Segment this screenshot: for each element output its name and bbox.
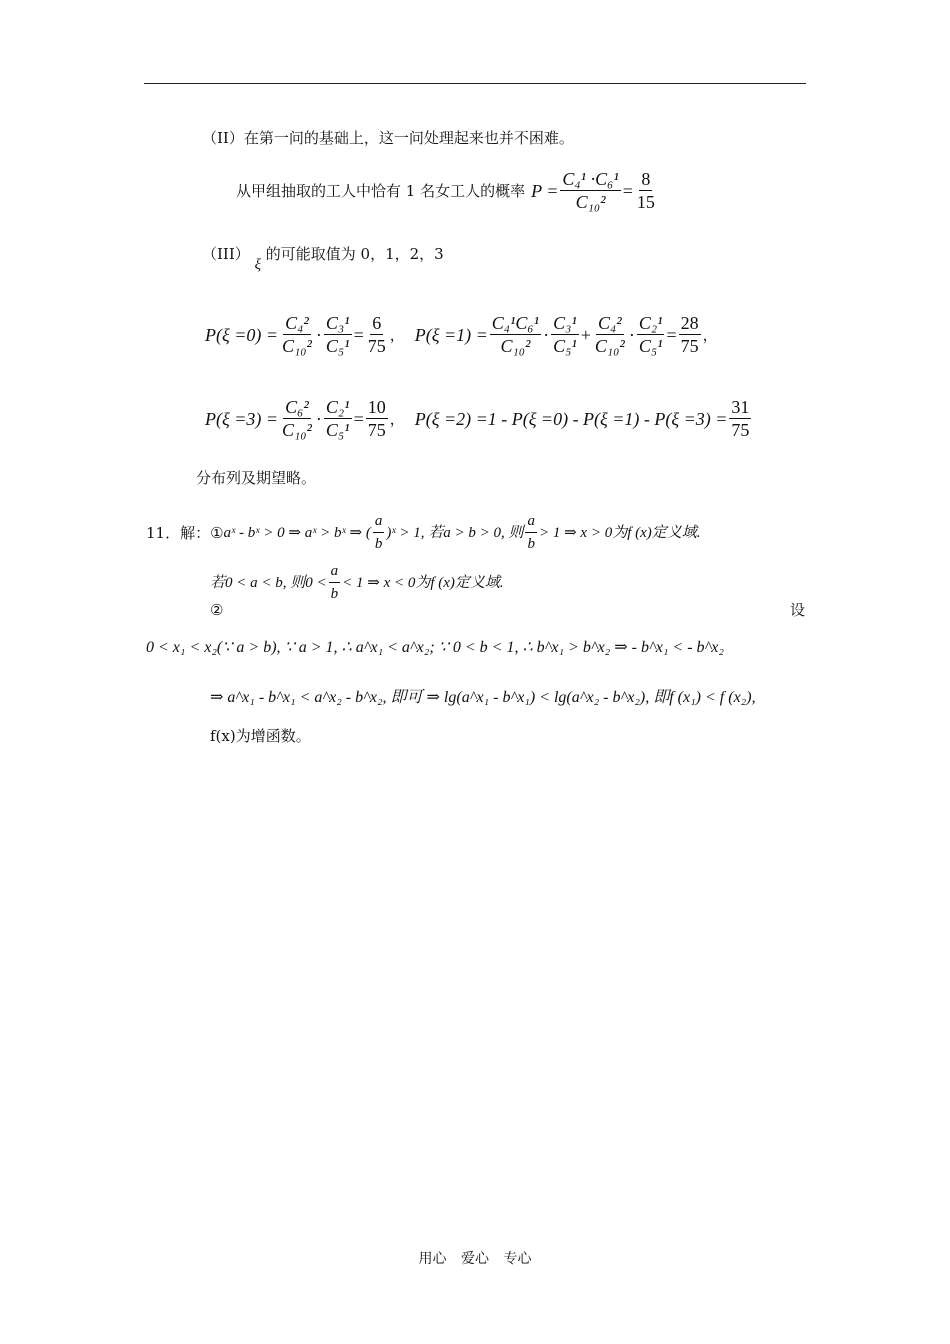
q11-l1-c: > 1 ⇒ x > 0为f (x)定义域. — [538, 524, 701, 541]
p1-plus: + — [580, 324, 591, 345]
footer-item-3: 专心 — [503, 1251, 532, 1267]
p1-n4: C₂¹ — [638, 313, 663, 333]
q11-line-6: f(x)为增函数。 — [210, 727, 311, 745]
p0-rd: 75 — [367, 336, 386, 356]
p3-rd: 75 — [367, 420, 386, 440]
q11-l2-fd: b — [330, 586, 339, 602]
p3-frac2 — [324, 396, 352, 441]
part2-sentence: 从甲组抽取的工人中恰有 1 名女工人的概率 — [236, 181, 526, 200]
p1-frac1 — [490, 312, 541, 357]
p0-n1: C₄² — [285, 313, 309, 333]
part2-fraction — [560, 168, 620, 213]
p0-d2: C₅¹ — [325, 336, 350, 356]
q11-circle-1: ① — [210, 523, 224, 542]
q11-line-5: ⇒ a^x₁ - b^x₁ < a^x₂ - b^x₂, 即可 ⇒ lg(a^x₁ - b^x₁) < lg(a^x₂ - b^x₂), 即f (x₁) < f (x₂), — [210, 689, 756, 706]
part3-heading-text: 的可能取值为 0，1，2，3 — [265, 245, 444, 263]
part2-heading: （II）在第一问的基础上，这一问处理起来也并不困难。 — [202, 129, 574, 147]
part2-probability-line — [236, 168, 659, 213]
p0-sep: ， — [389, 325, 405, 344]
footer-item-2: 爱心 — [461, 1251, 489, 1267]
p0-lhs: P(ξ =0) = — [205, 324, 278, 345]
footer-item-1: 用心 — [418, 1251, 447, 1267]
p3-d2: C₅¹ — [325, 420, 350, 440]
part2-eq: = — [622, 180, 633, 201]
q11-circle-2: ② — [210, 601, 224, 619]
p0-eq: = — [353, 324, 364, 345]
q11-l2-frac — [329, 560, 341, 605]
p0-frac1 — [280, 312, 314, 357]
p2-rd: 75 — [731, 420, 750, 440]
q11-she: 设 — [790, 601, 806, 619]
q11-l1-frac2 — [525, 510, 537, 555]
q11-l2-fn: a — [329, 560, 341, 583]
part2-frac-den: C₁₀² — [575, 192, 606, 212]
q11-label: 11．解： — [146, 523, 211, 542]
p1-result — [679, 312, 701, 357]
p1-n3: C₄² — [598, 313, 622, 333]
q11-line-2 — [210, 560, 504, 605]
p1-rd: 75 — [680, 336, 699, 356]
q11-l1-gd: b — [527, 536, 535, 552]
prob-row-2: P(ξ =3) = $\frac{\text{C₆²}}{\text{C₁₀²}}$ · $\frac{\text{C₂¹}}{\text{C₅¹}}$ = $\frac{10}{75}$ ， P(ξ =2) =1 - P(ξ =0) - P(ξ =1) - P(ξ =3) = $\frac{31}{75}$ — [205, 397, 750, 440]
q11-l1-frac — [373, 510, 385, 555]
part2-frac-num: C₄¹ ·C₆¹ — [562, 169, 619, 189]
xi-symbol: ξ — [254, 257, 261, 273]
p0-rn: 6 — [372, 313, 382, 333]
p3-lhs: P(ξ =3) = — [205, 408, 278, 429]
p1-lhs: P(ξ =1) = — [414, 324, 488, 345]
part3-heading — [202, 244, 444, 273]
p2-lhs: P(ξ =2) =1 - P(ξ =0) - P(ξ =1) - P(ξ =3) = — [414, 408, 728, 429]
p1-n1: C₄¹C₆¹ — [491, 313, 540, 333]
part2-result — [635, 168, 657, 213]
p3-result — [366, 396, 388, 441]
q11-l1-b: )ˣ > 1, 若a > b > 0, 则 — [386, 524, 524, 541]
q11-l2-b: < 1 ⇒ x < 0为f (x)定义域. — [342, 574, 504, 591]
q11-l1-gn: a — [525, 510, 537, 533]
p1-d3: C₁₀² — [594, 336, 625, 356]
prob-row-1: P(ξ =0) = $\frac{\text{C₄²}}{\text{C₁₀²}}$ · $\frac{\text{C₃¹}}{\text{C₅¹}}$ = $\frac{6}{75}$ ， P(ξ =1) = $\frac{\text{C₄¹C₆¹}}{\text{C₁₀²}}$ · $\frac{\text{C₃¹}}{\text{C₅¹}}$ + $\frac{\text{C₄²}}{\text{C₁₀²}}$ · $\frac{\text{C₂¹}}{\text{C₅¹}}$ = $\frac{28}{75}$ ， — [205, 313, 718, 356]
page-footer — [0, 1248, 950, 1268]
p0-d1: C₁₀² — [281, 336, 312, 356]
p1-frac2 — [551, 312, 579, 357]
p1-frac4 — [637, 312, 665, 357]
p1-d4: C₅¹ — [638, 336, 663, 356]
q11-line-1 — [146, 510, 701, 555]
p0-result — [366, 312, 388, 357]
p3-eq: = — [353, 408, 364, 429]
p3-n2: C₂¹ — [325, 397, 350, 417]
q11-line-4: 0 < x₁ < x₂(∵ a > b), ∵ a > 1, ∴ a^x₁ < a^x₂; ∵ 0 < b < 1, ∴ b^x₁ > b^x₂ ⇒ - b^x₁ < - b^x₂ — [146, 639, 724, 656]
part2-result-den: 15 — [636, 192, 655, 212]
p3-rn: 10 — [367, 397, 386, 417]
distribution-note: 分布列及期望略。 — [196, 469, 317, 487]
p0-n2: C₃¹ — [325, 313, 350, 333]
part3-heading-label: （III） — [202, 245, 250, 263]
header-rule — [144, 83, 806, 84]
q11-l1-fd: b — [374, 536, 383, 552]
p3-sep: ， — [389, 409, 405, 428]
part2-result-num: 8 — [641, 169, 651, 189]
p2-result — [729, 396, 751, 441]
p1-d1: C₁₀² — [500, 336, 531, 356]
part2-lhs: P = — [531, 180, 559, 201]
p2-rn: 31 — [731, 397, 750, 417]
p1-frac3 — [593, 312, 627, 357]
q11-l2-a: 若0 < a < b, 则0 < — [210, 574, 327, 591]
p0-frac2 — [324, 312, 352, 357]
p3-n1: C₆² — [285, 397, 309, 417]
p1-d2: C₅¹ — [553, 336, 577, 356]
p1-n2: C₃¹ — [553, 313, 577, 333]
q11-l1-fn: a — [373, 510, 385, 533]
p1-eq: = — [666, 324, 677, 345]
p1-sep: ， — [702, 325, 718, 344]
p1-rn: 28 — [680, 313, 699, 333]
p3-d1: C₁₀² — [281, 420, 312, 440]
p3-frac1 — [280, 396, 314, 441]
q11-l1-a: aˣ - bˣ > 0 ⇒ aˣ > bˣ ⇒ ( — [223, 524, 371, 541]
